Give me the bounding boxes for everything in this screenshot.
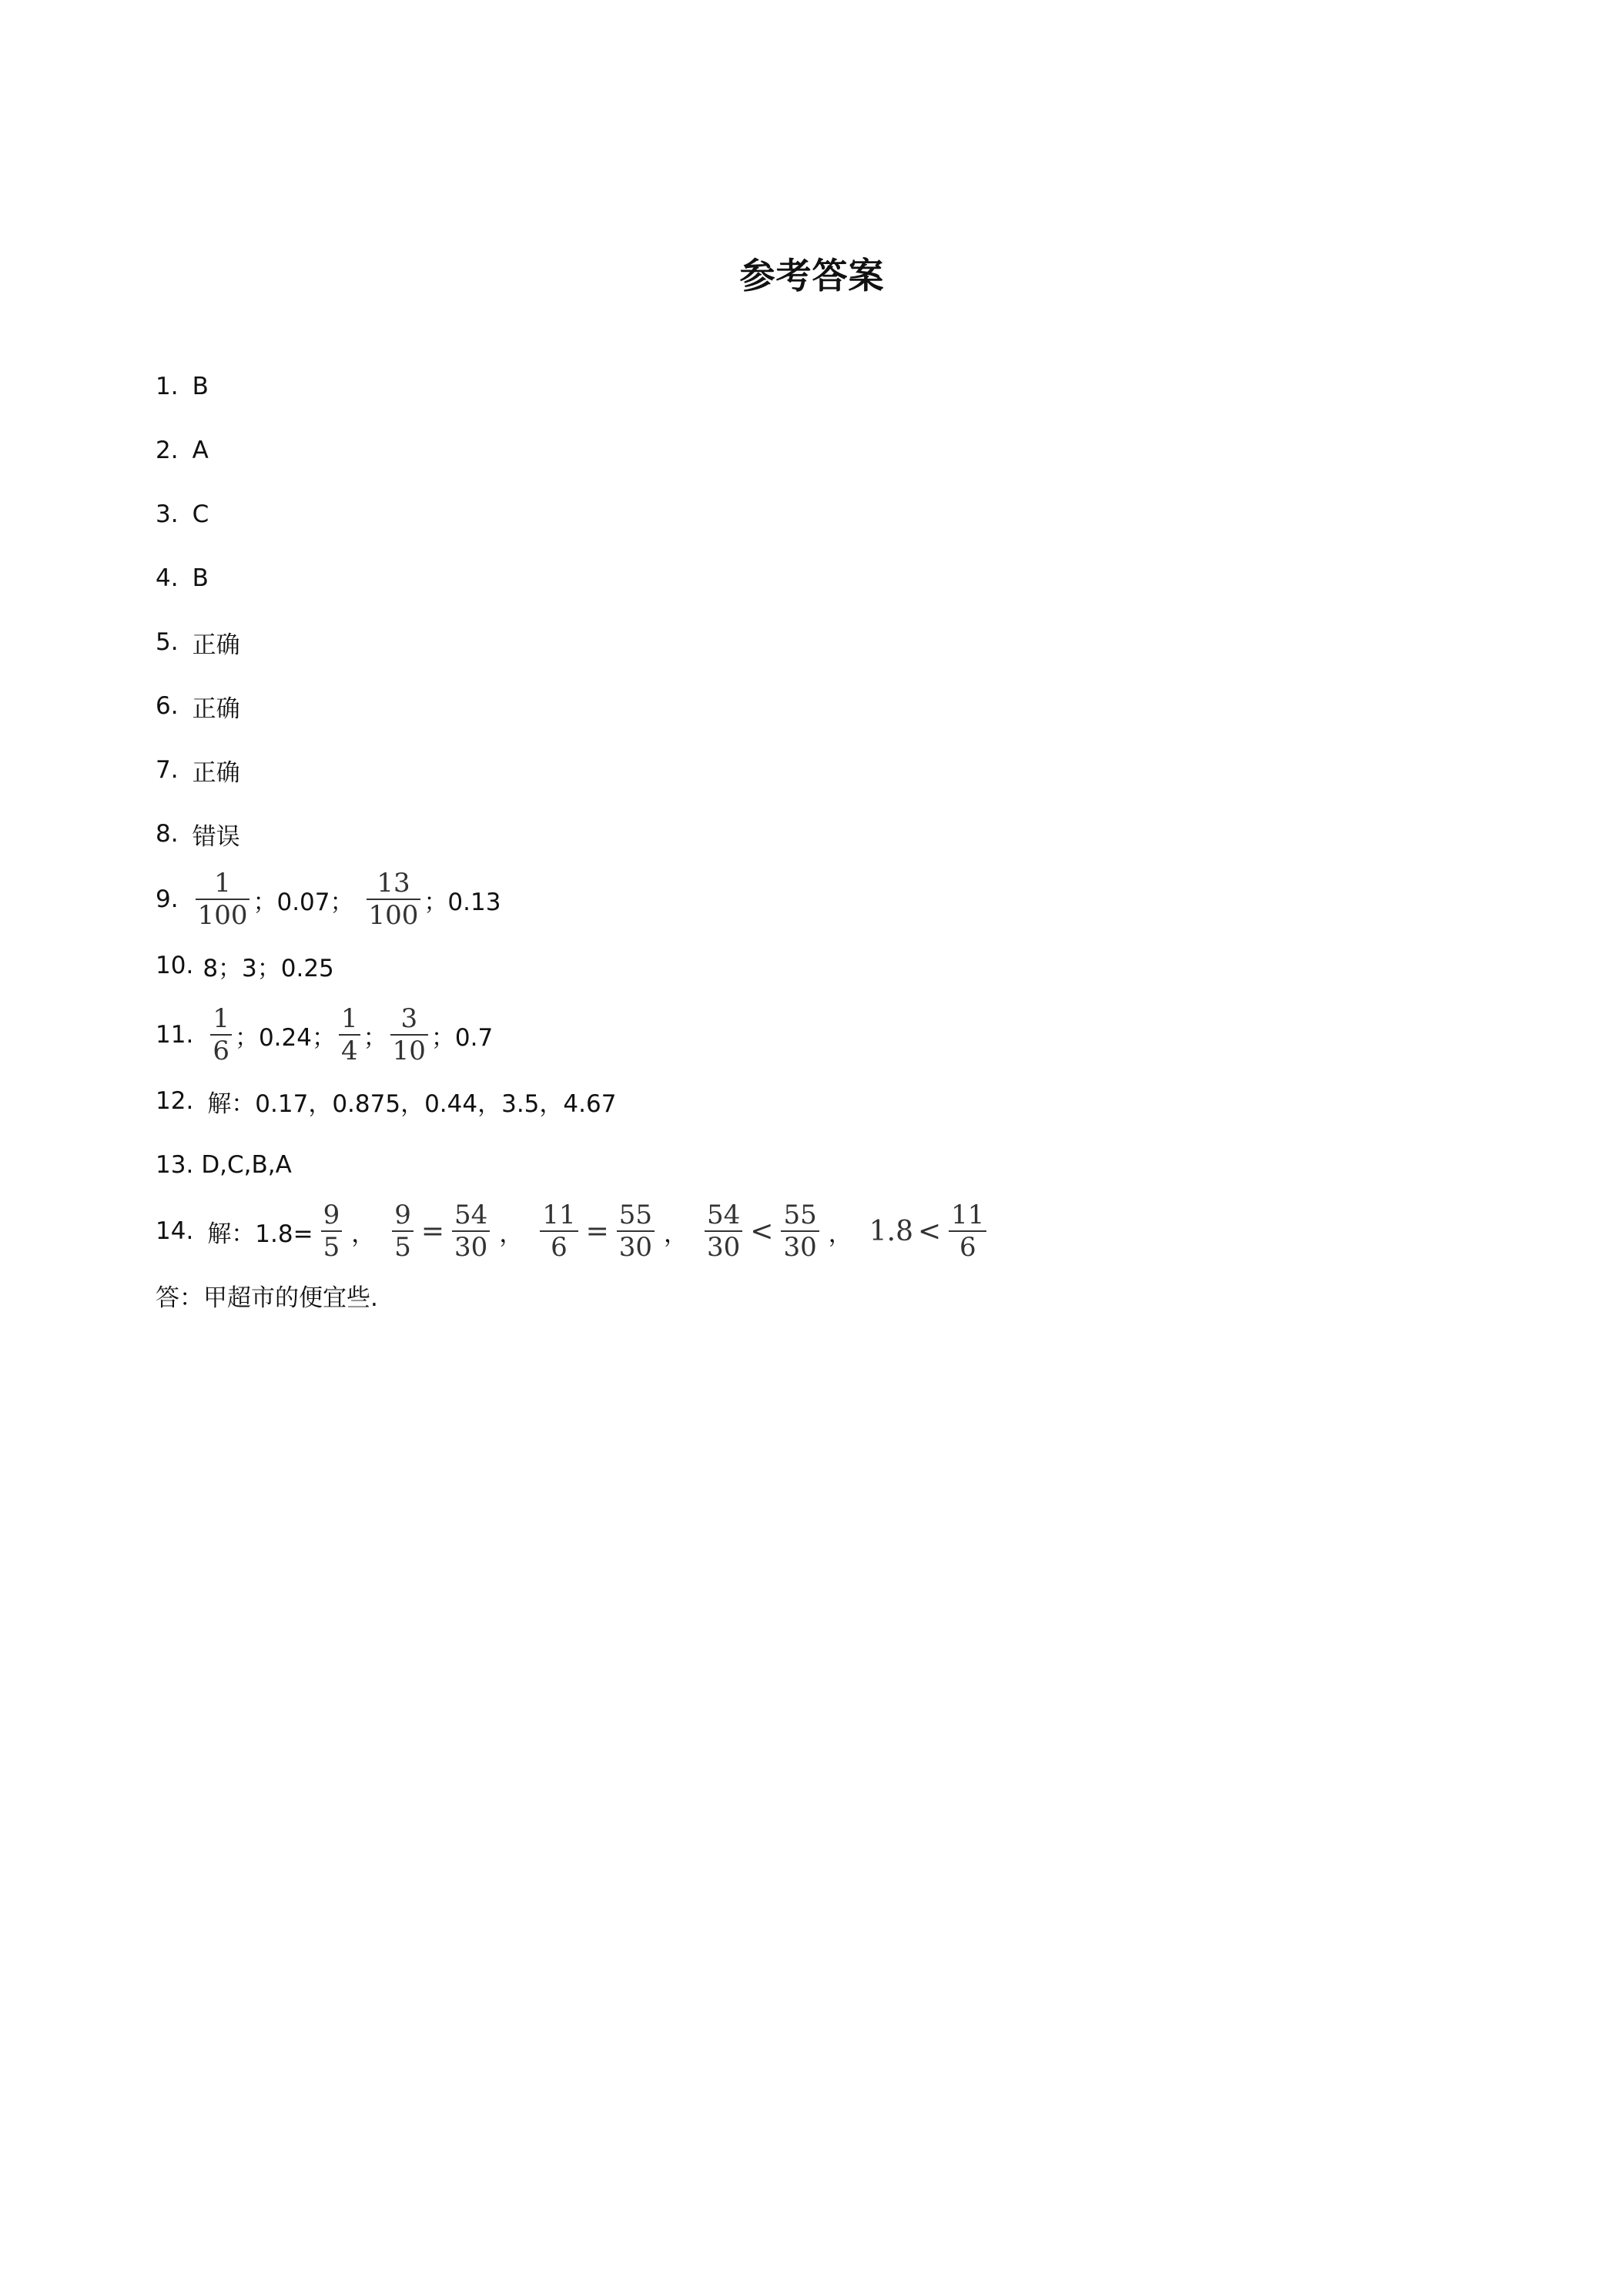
answer-line-6	[156, 675, 240, 737]
fraction	[196, 870, 250, 929]
answer-text: 解：1.8=	[207, 1220, 313, 1248]
fraction	[705, 1200, 742, 1263]
equals-sign: =	[585, 1215, 609, 1247]
answer-line-8	[156, 803, 240, 865]
answer-text: C	[192, 500, 209, 528]
denominator: 4	[340, 1036, 358, 1066]
conclusion-line	[156, 1264, 378, 1326]
answer-text: 解：0.17，0.875，0.44，3.5，4.67	[207, 1089, 617, 1118]
numerator: 9	[323, 1200, 340, 1230]
comma: ，	[499, 1220, 524, 1248]
answer-number: 9.	[156, 885, 179, 913]
answer-number: 11.	[156, 1021, 194, 1049]
numerator: 11	[951, 1200, 985, 1230]
denominator: 30	[618, 1232, 653, 1263]
answer-text: D,C,B,A	[201, 1151, 292, 1179]
answer-line-9	[156, 861, 501, 938]
answer-number: 5.	[156, 628, 179, 656]
answer-line-2	[156, 420, 209, 481]
answer-number: 2.	[156, 437, 179, 464]
denominator: 100	[368, 900, 419, 931]
fraction	[452, 1200, 490, 1263]
comma: ，	[664, 1220, 688, 1248]
fraction	[540, 1200, 578, 1263]
answer-number: 10.	[156, 952, 194, 979]
fraction	[392, 1200, 414, 1263]
conclusion-text: 答：甲超市的便宜些.	[156, 1284, 378, 1312]
answer-number: 12.	[156, 1087, 194, 1115]
answer-text: A	[192, 437, 209, 464]
denominator: 6	[551, 1232, 568, 1263]
numerator: 55	[618, 1200, 653, 1230]
answer-text: 8；3；0.25	[203, 954, 334, 982]
answer-text: ；0.7	[430, 1023, 494, 1052]
fraction	[210, 1003, 232, 1066]
answer-line-7	[156, 739, 240, 801]
answer-line-3	[156, 484, 209, 545]
answer-line-13	[156, 1134, 292, 1196]
answer-number: 8.	[156, 820, 179, 848]
answer-number: 13.	[156, 1151, 194, 1179]
fraction	[321, 1200, 343, 1263]
denominator: 6	[959, 1232, 976, 1263]
denominator: 5	[323, 1232, 340, 1263]
numerator: 55	[783, 1200, 817, 1230]
answer-number: 14.	[156, 1217, 194, 1245]
answer-text: 正确	[192, 694, 240, 723]
answer-text: 错误	[192, 822, 240, 851]
answer-text: ；0.07；	[253, 888, 354, 916]
denominator: 30	[454, 1232, 488, 1263]
numerator: 13	[377, 868, 410, 899]
answer-number: 3.	[156, 500, 179, 528]
numerator: 3	[400, 1003, 418, 1034]
numerator: 1	[213, 1003, 229, 1034]
denominator: 10	[392, 1036, 426, 1066]
numerator: 1	[214, 868, 231, 899]
less-than-sign: <	[750, 1215, 774, 1247]
answer-number: 1.	[156, 373, 179, 400]
numerator: 54	[454, 1200, 488, 1230]
fraction	[781, 1200, 819, 1263]
answer-text: 正确	[192, 631, 240, 659]
denominator: 6	[213, 1036, 229, 1066]
answer-text: ；0.24；	[234, 1023, 336, 1052]
answer-number: 6.	[156, 692, 179, 720]
numerator: 9	[394, 1200, 411, 1230]
decimal-value: 1.8	[869, 1215, 913, 1247]
fraction	[617, 1200, 655, 1263]
comma: ，	[351, 1220, 376, 1248]
answer-number: 7.	[156, 756, 179, 784]
answer-text: ；0.13	[424, 888, 501, 916]
denominator: 5	[394, 1232, 411, 1263]
answer-line-10	[156, 935, 334, 996]
answer-text: B	[192, 373, 209, 400]
answer-line-14	[156, 1193, 989, 1270]
numerator: 11	[542, 1200, 576, 1230]
fraction	[367, 870, 421, 929]
answer-line-11	[156, 996, 493, 1073]
numerator: 54	[707, 1200, 741, 1230]
fraction	[339, 1003, 360, 1066]
answer-line-1	[156, 356, 209, 417]
page-title: 参考答案	[739, 255, 885, 296]
fraction	[390, 1003, 428, 1066]
answer-number: 4.	[156, 564, 179, 592]
answer-text: B	[192, 564, 209, 592]
denominator: 30	[783, 1232, 817, 1263]
answer-line-5	[156, 611, 240, 673]
denominator: 100	[197, 900, 248, 931]
less-than-sign: <	[917, 1215, 942, 1247]
answer-text: ；	[363, 1023, 387, 1052]
fraction	[949, 1200, 986, 1263]
equals-sign: =	[420, 1215, 445, 1247]
answer-line-4	[156, 547, 209, 609]
numerator: 1	[340, 1003, 358, 1034]
denominator: 30	[707, 1232, 741, 1263]
comma: ，	[828, 1220, 852, 1248]
answer-text: 正确	[192, 758, 240, 787]
answer-line-12	[156, 1070, 616, 1132]
